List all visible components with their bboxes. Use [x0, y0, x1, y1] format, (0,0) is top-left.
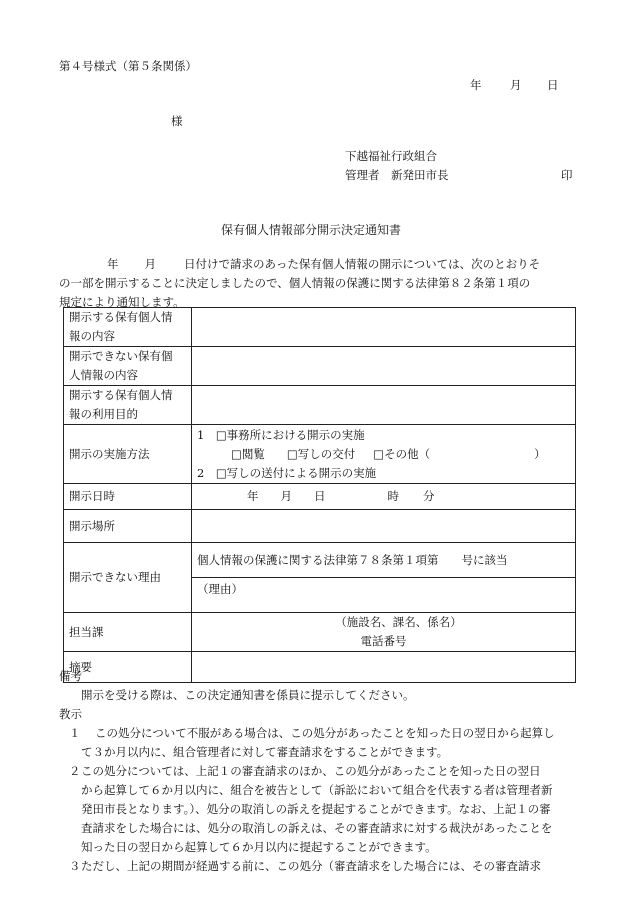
row-place — [64, 510, 576, 543]
row-datetime — [64, 484, 576, 510]
value-reason — [192, 543, 576, 613]
form-number: 第４号様式（第５条関係） — [59, 59, 197, 73]
value-usage-purpose[interactable] — [192, 386, 576, 425]
label-disclosed-content — [64, 308, 192, 347]
value-place[interactable] — [192, 510, 576, 543]
label-summary: 摘要 — [64, 652, 192, 683]
intro-line-1-text: 日付けで請求のあった保有個人情報の開示については、次のとおりそ — [184, 257, 541, 271]
label-method: 開示の実施方法 — [64, 425, 192, 484]
other-close-paren: ） — [534, 446, 546, 461]
item-line: この処分については、上記１の審査請求のほか、この処分があったことを知った日の翌日 — [81, 764, 541, 778]
intro-line-1 — [59, 255, 575, 274]
intro-line-2: の一部を開示することに決定しましたので、個人情報の保護に関する法律第８２条第１項の — [59, 276, 531, 290]
checkbox-view[interactable]: □閲覧 — [231, 446, 265, 461]
instruction-item-2 — [59, 762, 579, 857]
seal-mark: 印 — [561, 168, 573, 182]
dt-month: 月 — [280, 489, 292, 503]
label-line: 開示する保有個人情 — [69, 310, 173, 324]
row-disclosed-content — [64, 308, 576, 347]
row-undisclosed-content — [64, 347, 576, 386]
label-place: 開示場所 — [64, 510, 192, 543]
row-department — [64, 613, 576, 652]
item-number: １ — [69, 726, 81, 740]
item-line: 発田市長となります。）、処分の取消しの訴えを提起することができます。なお、上記１の審 — [81, 802, 551, 816]
item-line: この処分について不服がある場合は、この処分があったことを知った日の翌日から起算し — [95, 726, 555, 740]
intro-month: 月 — [144, 257, 156, 271]
value-department[interactable] — [192, 613, 576, 652]
instruction-heading: 教示 — [59, 707, 82, 721]
row-method — [64, 425, 576, 484]
instruction-item-3 — [59, 857, 579, 876]
date-day: 日 — [547, 78, 559, 92]
dt-minute: 分 — [423, 489, 435, 503]
value-disclosed-content[interactable] — [192, 308, 576, 347]
dept-line-2: 電話番号 — [360, 634, 407, 648]
label-undisclosed-content — [64, 347, 192, 386]
label-department: 担当課 — [64, 613, 192, 652]
label-line: 報の内容 — [69, 329, 115, 343]
addressee-suffix: 様 — [171, 114, 183, 128]
method-option-1[interactable]: 1 □事務所における開示の実施 — [197, 427, 365, 442]
sender-org: 下越福祉行政組合 — [345, 149, 437, 163]
label-usage-purpose — [64, 386, 192, 425]
intro-line-3: 規定により通知します。 — [59, 295, 185, 309]
label-reason: 開示できない理由 — [64, 543, 192, 613]
date-month: 月 — [510, 78, 522, 92]
method-sub-options — [197, 445, 570, 464]
checkbox-copy[interactable]: □写しの交付 — [286, 446, 356, 461]
dt-day: 日 — [314, 489, 326, 503]
item-line: から起算して６か月以内に、組合を被告として（訴訟において組合を代表する者は管理者新 — [81, 783, 553, 797]
dept-line-1: （施設名、課名、係名） — [335, 615, 462, 629]
value-datetime[interactable] — [192, 484, 576, 510]
method-option-2[interactable]: 2 □写しの送付による開示の実施 — [197, 465, 377, 480]
instruction-item-1 — [59, 724, 579, 762]
dt-year: 年 — [247, 489, 259, 503]
label-line: 報の利用目的 — [69, 407, 138, 421]
item-number: ３ — [69, 859, 81, 873]
notes-section — [59, 667, 579, 876]
intro-year: 年 — [107, 257, 119, 271]
disclosure-table — [63, 307, 576, 683]
value-undisclosed-content[interactable] — [192, 347, 576, 386]
label-line: 開示できない保有個 — [69, 349, 173, 363]
label-line: 人情報の内容 — [69, 368, 138, 382]
intro-paragraph — [59, 255, 575, 312]
row-reason — [64, 543, 576, 613]
reason-law-line[interactable]: 個人情報の保護に関する法律第７８条第１項第 号に該当 — [197, 552, 508, 567]
date-year: 年 — [470, 78, 482, 92]
reason-paren[interactable]: （理由） — [192, 577, 575, 612]
label-datetime: 開示日時 — [64, 484, 192, 510]
document-title: 保有個人情報部分開示決定通知書 — [221, 223, 402, 237]
item-line: ただし、上記の期間が経過する前に、この処分（審査請求をした場合には、その審査請求 — [81, 859, 541, 873]
remarks-text: 開示を受ける際は、この決定通知書を係員に提示してください。 — [81, 688, 415, 702]
sender-title: 管理者 新発田市長 — [345, 168, 449, 182]
row-usage-purpose — [64, 386, 576, 425]
item-line: て３か月以内に、組合管理者に対して審査請求をすることができます。 — [81, 745, 449, 759]
item-line: 知った日の翌日から起算して６か月以内に提起することができます。 — [81, 840, 437, 854]
item-line: 査請求をした場合には、処分の取消しの訴えは、その審査請求に対する裁決があったことを — [81, 821, 553, 835]
checkbox-other[interactable]: □その他（ — [373, 446, 431, 461]
dt-hour: 時 — [387, 489, 399, 503]
label-line: 開示する保有個人情 — [69, 388, 173, 402]
item-number: ２ — [69, 764, 81, 778]
remarks-heading: 備考 — [59, 669, 82, 683]
value-method — [192, 425, 576, 484]
